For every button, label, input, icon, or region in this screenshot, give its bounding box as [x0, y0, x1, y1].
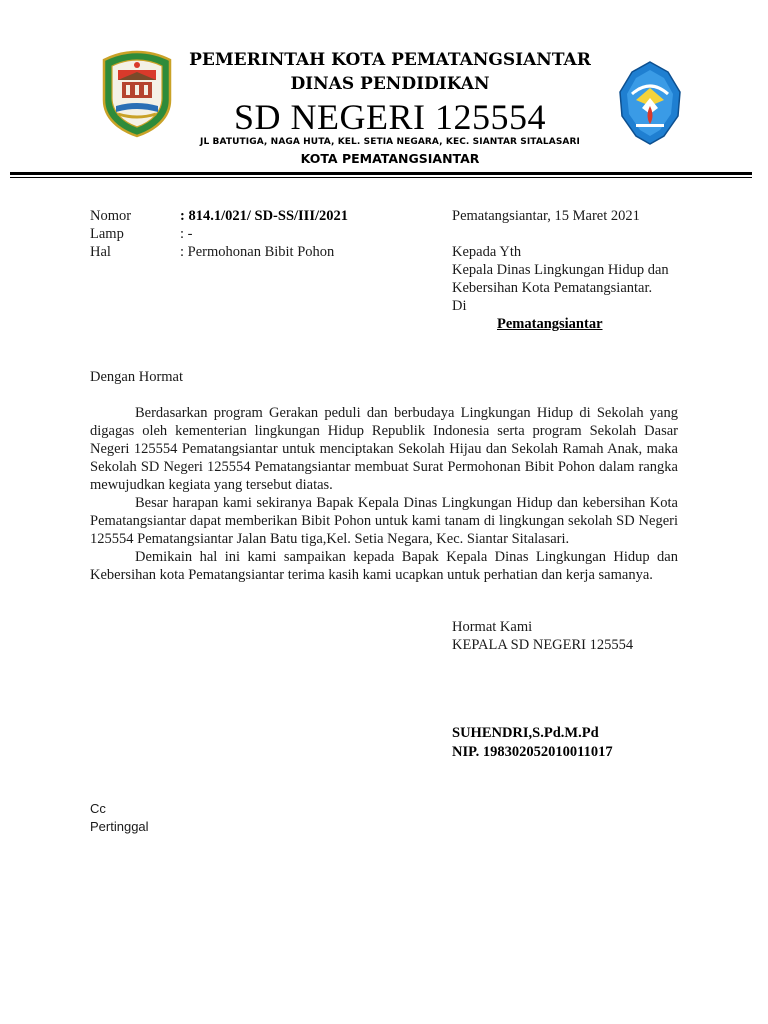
cc-item: Pertinggal	[90, 819, 149, 834]
hal-value: : Permohonan Bibit Pohon	[180, 244, 335, 260]
header-address: JL BATUTIGA, NAGA HUTA, KEL. SETIA NEGARA, KEC. SIANTAR SITALASARI	[200, 137, 580, 147]
recipient-city: Pematangsiantar	[497, 316, 603, 332]
recipient-salutation: Kepada Yth	[452, 244, 522, 260]
body-paragraph-3: Demikain hal ini kami sampaikan kepada Bapak Kepala Dinas Lingkungan Hidup dan Kebersihan kota Pematangsiantar terima kasih kami ucapkan untuk perhatian dan kerja samanya.	[90, 549, 678, 583]
city-emblem-icon	[100, 50, 174, 138]
greeting: Dengan Hormat	[90, 369, 184, 385]
tut-wuri-handayani-logo-icon	[612, 58, 688, 148]
header-government: PEMERINTAH KOTA PEMATANGSIANTAR	[189, 50, 591, 70]
cc-label: Cc	[90, 801, 106, 816]
nomor-label: Nomor	[90, 208, 132, 224]
body-paragraph-2: Besar harapan kami sekiranya Bapak Kepala Dinas Lingkungan Hidup dan kebersihan Kota Pematangsiantar dapat memberikan Bibit Pohon untuk kami tanam di lingkungan sekolah SD Negeri 125554 Pematangsiantar Jalan Batu tiga,Kel. Setia Negara, Kec. Siantar Sitalasari.	[90, 495, 678, 547]
header-department: DINAS PENDIDIKAN	[290, 74, 490, 94]
header-city: KOTA PEMATANGSIANTAR	[300, 151, 480, 166]
recipient-title-2: Kebersihan Kota Pematangsiantar.	[452, 280, 653, 296]
place-date: Pematangsiantar, 15 Maret 2021	[452, 208, 640, 224]
lamp-label: Lamp	[90, 226, 124, 242]
signatory-name: SUHENDRI,S.Pd.M.Pd	[452, 725, 599, 741]
closing-position: KEPALA SD NEGERI 125554	[452, 637, 634, 653]
header-divider-thin	[10, 177, 752, 178]
closing-regards: Hormat Kami	[452, 619, 533, 635]
header-school-name: SD NEGERI 125554	[234, 97, 546, 137]
body-paragraph-1: Berdasarkan program Gerakan peduli dan berbudaya Lingkungan Hidup di Sekolah yang digagas oleh kementerian lingkungan Hidup Republik Indonesia serta program Sekolah Dasar Negeri 125554 Pematangsiantar untuk menciptakan Sekolah Hijau dan Sekolah Ramah Anak, maka Sekolah SD Negeri 125554 Pematangsiantar membuat Surat Permohonan Bibit Pohon dalam rangka mewujudkan kegiata yang tersebut diatas.	[90, 405, 678, 493]
lamp-value: : -	[180, 226, 193, 242]
hal-label: Hal	[90, 244, 111, 260]
letter-body	[90, 404, 678, 584]
signatory-nip: NIP. 198302052010011017	[452, 744, 613, 760]
recipient-di: Di	[452, 298, 467, 314]
recipient-title-1: Kepala Dinas Lingkungan Hidup dan	[452, 262, 669, 278]
header-divider-thick	[10, 172, 752, 175]
nomor-value: : 814.1/021/ SD-SS/III/2021	[180, 208, 348, 224]
